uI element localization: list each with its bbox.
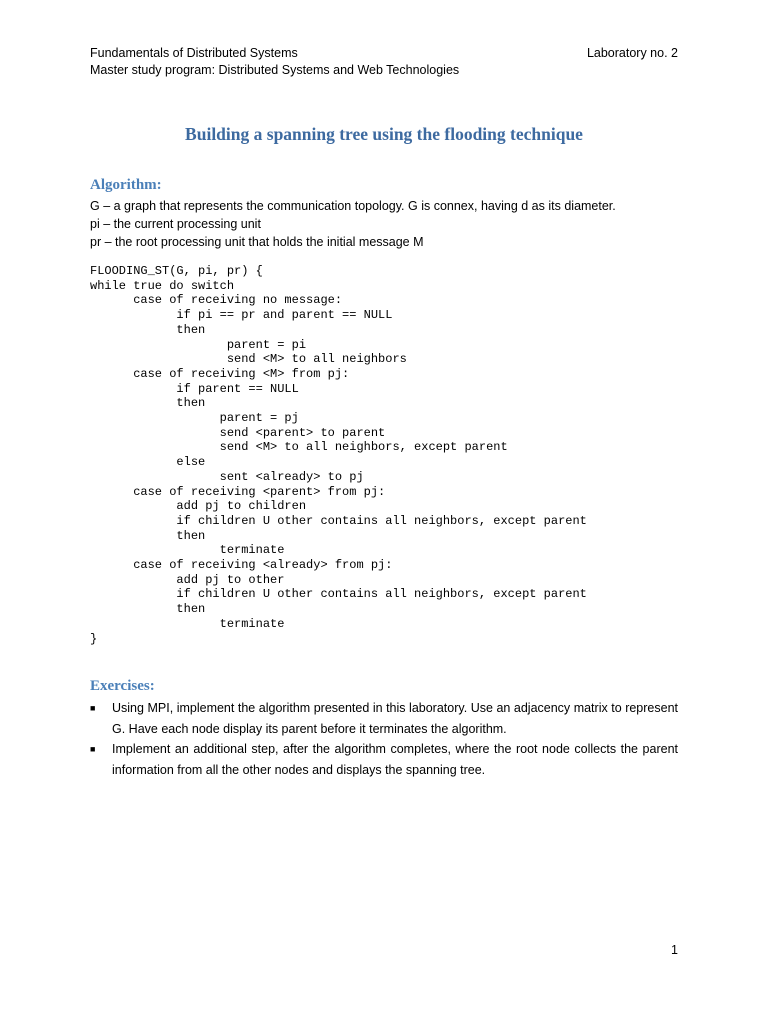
algorithm-heading: Algorithm: — [90, 177, 162, 193]
list-item — [90, 739, 678, 780]
code-line: send <parent> to parent — [90, 425, 386, 440]
code-line: then — [90, 602, 206, 617]
code-line: add pj to other — [90, 572, 285, 587]
code-line: if parent == NULL — [90, 381, 299, 396]
bullet-icon: ■ — [90, 703, 96, 713]
code-line: case of receiving <M> from pj: — [90, 366, 350, 381]
document-title: Building a spanning tree using the flooding technique — [185, 124, 583, 144]
code-line: send <M> to all neighbors, except parent — [90, 440, 508, 455]
exercises-list — [90, 698, 678, 780]
definition-line: pi – the current processing unit — [90, 217, 261, 231]
code-line: parent = pi — [90, 337, 307, 352]
code-line: else — [90, 455, 206, 470]
code-line: then — [90, 528, 206, 543]
code-line: add pj to children — [90, 499, 307, 514]
code-line: sent <already> to pj — [90, 469, 364, 484]
code-line: case of receiving <already> from pj: — [90, 558, 393, 573]
bullet-icon: ■ — [90, 744, 96, 754]
page-number: 1 — [671, 943, 678, 957]
definition-line: G – a graph that represents the communication topology. G is connex, having d as its diameter. — [90, 199, 616, 213]
course-name: Fundamentals of Distributed Systems — [90, 46, 298, 60]
exercises-heading: Exercises: — [90, 678, 155, 694]
code-line: then — [90, 322, 206, 337]
program-name: Master study program: Distributed Systems and Web Technologies — [90, 63, 460, 77]
code-line: if pi == pr and parent == NULL — [90, 308, 393, 323]
lab-number: Laboratory no. 2 — [586, 46, 678, 60]
code-line: send <M> to all neighbors — [90, 352, 407, 367]
code-line: then — [90, 396, 206, 411]
algorithm-definitions — [90, 197, 616, 251]
code-line: parent = pj — [90, 411, 299, 426]
exercise-text: Using MPI, implement the algorithm presented in this laboratory. Use an adjacency matrix to represent G. Have each node display its parent before it terminates the algorithm. — [112, 701, 678, 736]
code-line: while true do switch — [90, 278, 235, 293]
code-line: terminate — [90, 543, 285, 558]
page-header-left — [90, 45, 459, 79]
exercise-text: Implement an additional step, after the algorithm completes, where the root node collects the parent information from all the other nodes and displays the spanning tree. — [112, 742, 678, 777]
code-line: FLOODING_ST(G, pi, pr) { — [90, 264, 263, 278]
code-line: case of receiving no message: — [90, 293, 343, 308]
code-line: if children U other contains all neighbors, except parent — [90, 513, 587, 528]
pseudocode-block — [90, 264, 587, 646]
list-item — [90, 698, 678, 739]
definition-line: pr – the root processing unit that holds the initial message M — [90, 235, 424, 249]
code-line: case of receiving <parent> from pj: — [90, 484, 386, 499]
code-line: } — [90, 631, 98, 646]
code-line: if children U other contains all neighbors, except parent — [90, 587, 587, 602]
code-line: terminate — [90, 616, 285, 631]
